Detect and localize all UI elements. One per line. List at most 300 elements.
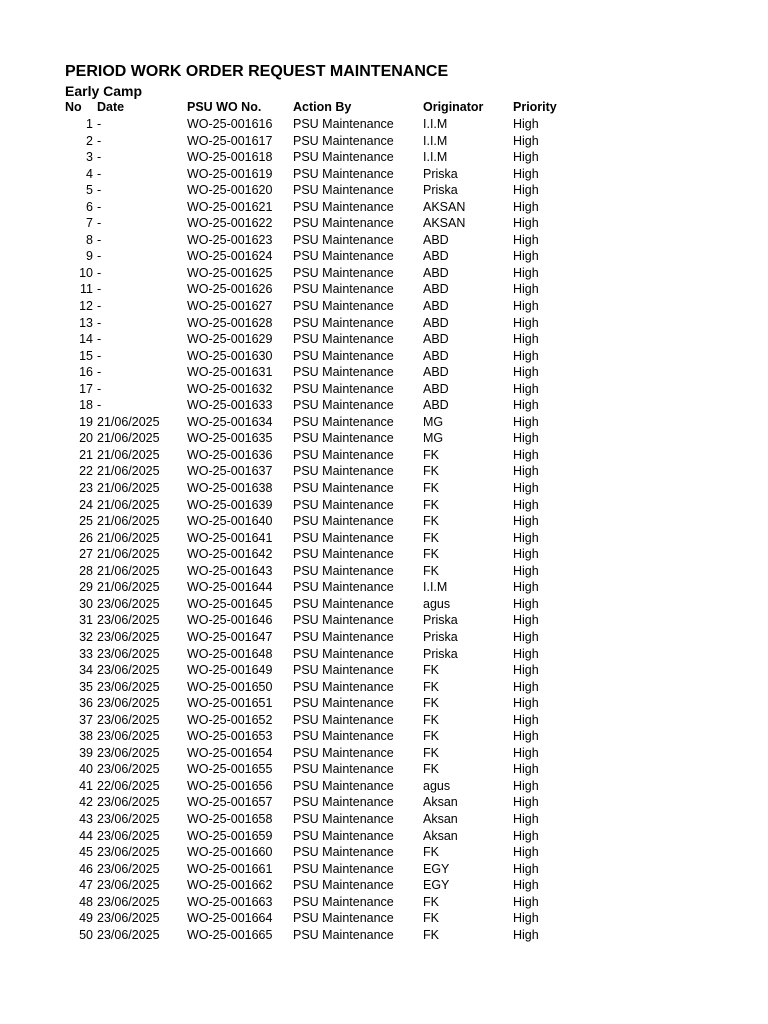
cell-priority: High bbox=[513, 663, 539, 678]
cell-action-by: PSU Maintenance bbox=[293, 183, 394, 198]
cell-priority: High bbox=[513, 894, 539, 909]
cell-date: 21/06/2025 bbox=[97, 464, 160, 479]
cell-wo-number: WO-25-001645 bbox=[187, 596, 273, 611]
cell-date: - bbox=[97, 117, 102, 131]
cell-originator: FK bbox=[423, 530, 439, 545]
cell-priority: High bbox=[513, 613, 539, 628]
cell-wo-number: WO-25-001653 bbox=[187, 729, 273, 744]
table-row bbox=[0, 397, 768, 414]
cell-priority: High bbox=[513, 183, 539, 198]
table-row bbox=[0, 894, 768, 911]
cell-action-by: PSU Maintenance bbox=[293, 265, 394, 280]
cell-date: - bbox=[97, 183, 102, 198]
cell-originator: ABD bbox=[423, 299, 449, 314]
cell-action-by: PSU Maintenance bbox=[293, 464, 394, 479]
cell-no: 43 bbox=[79, 811, 93, 826]
cell-wo-number: WO-25-001662 bbox=[187, 878, 273, 893]
cell-wo-number: WO-25-001659 bbox=[187, 828, 273, 843]
table-row bbox=[0, 910, 768, 927]
cell-wo-number: WO-25-001625 bbox=[187, 265, 273, 280]
cell-originator: Priska bbox=[423, 629, 458, 644]
cell-action-by: PSU Maintenance bbox=[293, 299, 394, 314]
table-row bbox=[0, 844, 768, 861]
cell-action-by: PSU Maintenance bbox=[293, 563, 394, 578]
cell-wo-number: WO-25-001638 bbox=[187, 481, 273, 496]
cell-originator: FK bbox=[423, 712, 439, 727]
cell-originator: Priska bbox=[423, 646, 458, 661]
cell-priority: High bbox=[513, 762, 539, 777]
cell-action-by: PSU Maintenance bbox=[293, 828, 394, 843]
table-row bbox=[0, 794, 768, 811]
cell-action-by: PSU Maintenance bbox=[293, 795, 394, 810]
cell-action-by: PSU Maintenance bbox=[293, 811, 394, 826]
cell-priority: High bbox=[513, 299, 539, 314]
cell-originator: I.I.M bbox=[423, 117, 448, 131]
cell-no: 3 bbox=[86, 150, 93, 165]
cell-action-by: PSU Maintenance bbox=[293, 232, 394, 247]
cell-originator: AKSAN bbox=[423, 199, 466, 214]
cell-date: - bbox=[97, 299, 102, 314]
cell-priority: High bbox=[513, 398, 539, 413]
cell-originator: FK bbox=[423, 845, 439, 860]
cell-no: 39 bbox=[79, 745, 93, 760]
table-row bbox=[0, 712, 768, 729]
cell-originator: FK bbox=[423, 745, 439, 760]
cell-no: 35 bbox=[79, 679, 93, 694]
cell-no: 18 bbox=[79, 398, 93, 413]
cell-originator: FK bbox=[423, 729, 439, 744]
table-row bbox=[0, 298, 768, 315]
cell-priority: High bbox=[513, 547, 539, 562]
cell-date: - bbox=[97, 199, 102, 214]
cell-date: 23/06/2025 bbox=[97, 762, 160, 777]
cell-date: 23/06/2025 bbox=[97, 927, 160, 942]
cell-originator: ABD bbox=[423, 348, 449, 363]
cell-action-by: PSU Maintenance bbox=[293, 580, 394, 595]
cell-no: 47 bbox=[79, 878, 93, 893]
cell-wo-number: WO-25-001646 bbox=[187, 613, 273, 628]
cell-priority: High bbox=[513, 117, 539, 131]
cell-date: - bbox=[97, 232, 102, 247]
cell-priority: High bbox=[513, 845, 539, 860]
cell-priority: High bbox=[513, 332, 539, 347]
cell-date: 23/06/2025 bbox=[97, 911, 160, 926]
cell-priority: High bbox=[513, 596, 539, 611]
cell-no: 11 bbox=[80, 282, 93, 297]
cell-date: 21/06/2025 bbox=[97, 547, 160, 562]
cell-wo-number: WO-25-001629 bbox=[187, 332, 273, 347]
table-row bbox=[0, 364, 768, 381]
cell-wo-number: WO-25-001631 bbox=[187, 365, 273, 380]
cell-originator: EGY bbox=[423, 861, 450, 876]
cell-wo-number: WO-25-001661 bbox=[187, 861, 273, 876]
cell-no: 4 bbox=[86, 166, 93, 181]
cell-wo-number: WO-25-001652 bbox=[187, 712, 273, 727]
table-row bbox=[0, 133, 768, 150]
cell-originator: FK bbox=[423, 894, 439, 909]
cell-originator: ABD bbox=[423, 332, 449, 347]
cell-no: 20 bbox=[79, 431, 93, 446]
cell-originator: FK bbox=[423, 547, 439, 562]
cell-no: 1 bbox=[86, 117, 93, 131]
table-row bbox=[0, 430, 768, 447]
cell-date: 23/06/2025 bbox=[97, 745, 160, 760]
cell-action-by: PSU Maintenance bbox=[293, 663, 394, 678]
cell-wo-number: WO-25-001621 bbox=[187, 199, 273, 214]
cell-wo-number: WO-25-001627 bbox=[187, 299, 273, 314]
cell-wo-number: WO-25-001630 bbox=[187, 348, 273, 363]
cell-priority: High bbox=[513, 414, 539, 429]
cell-wo-number: WO-25-001617 bbox=[187, 133, 273, 148]
cell-date: 23/06/2025 bbox=[97, 828, 160, 843]
cell-no: 5 bbox=[86, 183, 93, 198]
cell-action-by: PSU Maintenance bbox=[293, 133, 394, 148]
cell-no: 8 bbox=[86, 232, 93, 247]
cell-no: 33 bbox=[79, 646, 93, 661]
cell-priority: High bbox=[513, 778, 539, 793]
cell-priority: High bbox=[513, 530, 539, 545]
cell-action-by: PSU Maintenance bbox=[293, 547, 394, 562]
table-row bbox=[0, 695, 768, 712]
cell-date: - bbox=[97, 365, 102, 380]
cell-date: 23/06/2025 bbox=[97, 729, 160, 744]
cell-action-by: PSU Maintenance bbox=[293, 762, 394, 777]
table-row bbox=[0, 861, 768, 878]
cell-priority: High bbox=[513, 315, 539, 330]
cell-no: 30 bbox=[79, 596, 93, 611]
cell-action-by: PSU Maintenance bbox=[293, 348, 394, 363]
cell-action-by: PSU Maintenance bbox=[293, 315, 394, 330]
cell-action-by: PSU Maintenance bbox=[293, 117, 394, 131]
table-row bbox=[0, 463, 768, 480]
cell-date: - bbox=[97, 282, 102, 297]
cell-no: 28 bbox=[79, 563, 93, 578]
cell-action-by: PSU Maintenance bbox=[293, 332, 394, 347]
cell-date: - bbox=[97, 398, 102, 413]
cell-date: 23/06/2025 bbox=[97, 712, 160, 727]
table-row bbox=[0, 596, 768, 613]
cell-priority: High bbox=[513, 232, 539, 247]
cell-wo-number: WO-25-001628 bbox=[187, 315, 273, 330]
cell-priority: High bbox=[513, 729, 539, 744]
cell-priority: High bbox=[513, 166, 539, 181]
table-row bbox=[0, 265, 768, 282]
cell-originator: FK bbox=[423, 696, 439, 711]
cell-action-by: PSU Maintenance bbox=[293, 497, 394, 512]
table-header bbox=[0, 99, 768, 116]
cell-wo-number: WO-25-001650 bbox=[187, 679, 273, 694]
cell-originator: Priska bbox=[423, 166, 458, 181]
cell-date: - bbox=[97, 381, 102, 396]
cell-action-by: PSU Maintenance bbox=[293, 365, 394, 380]
cell-no: 46 bbox=[79, 861, 93, 876]
cell-date: 23/06/2025 bbox=[97, 811, 160, 826]
cell-date: - bbox=[97, 265, 102, 280]
cell-priority: High bbox=[513, 795, 539, 810]
cell-no: 26 bbox=[79, 530, 93, 545]
table-row bbox=[0, 497, 768, 514]
cell-wo-number: WO-25-001636 bbox=[187, 447, 273, 462]
cell-action-by: PSU Maintenance bbox=[293, 216, 394, 231]
cell-action-by: PSU Maintenance bbox=[293, 927, 394, 942]
cell-priority: High bbox=[513, 712, 539, 727]
cell-no: 16 bbox=[79, 365, 93, 380]
cell-priority: High bbox=[513, 348, 539, 363]
cell-action-by: PSU Maintenance bbox=[293, 646, 394, 661]
cell-wo-number: WO-25-001624 bbox=[187, 249, 273, 264]
table-row bbox=[0, 546, 768, 563]
cell-date: 23/06/2025 bbox=[97, 679, 160, 694]
cell-date: - bbox=[97, 216, 102, 231]
cell-date: 23/06/2025 bbox=[97, 596, 160, 611]
cell-priority: High bbox=[513, 878, 539, 893]
table-row bbox=[0, 199, 768, 216]
cell-no: 14 bbox=[79, 332, 93, 347]
cell-no: 13 bbox=[79, 315, 93, 330]
cell-action-by: PSU Maintenance bbox=[293, 745, 394, 760]
cell-date: - bbox=[97, 249, 102, 264]
cell-wo-number: WO-25-001619 bbox=[187, 166, 273, 181]
cell-action-by: PSU Maintenance bbox=[293, 481, 394, 496]
cell-originator: ABD bbox=[423, 232, 449, 247]
cell-no: 6 bbox=[86, 199, 93, 214]
cell-date: 23/06/2025 bbox=[97, 845, 160, 860]
cell-action-by: PSU Maintenance bbox=[293, 845, 394, 860]
cell-no: 10 bbox=[79, 265, 93, 280]
cell-no: 17 bbox=[79, 381, 93, 396]
cell-priority: High bbox=[513, 447, 539, 462]
table-row bbox=[0, 381, 768, 398]
cell-originator: ABD bbox=[423, 381, 449, 396]
cell-no: 31 bbox=[79, 613, 93, 628]
cell-no: 49 bbox=[79, 911, 93, 926]
cell-date: 23/06/2025 bbox=[97, 878, 160, 893]
table-row bbox=[0, 331, 768, 348]
cell-wo-number: WO-25-001663 bbox=[187, 894, 273, 909]
cell-no: 29 bbox=[79, 580, 93, 595]
table-row bbox=[0, 166, 768, 183]
cell-action-by: PSU Maintenance bbox=[293, 414, 394, 429]
table-row bbox=[0, 579, 768, 596]
cell-priority: High bbox=[513, 861, 539, 876]
cell-wo-number: WO-25-001618 bbox=[187, 150, 273, 165]
cell-originator: I.I.M bbox=[423, 133, 448, 148]
cell-wo-number: WO-25-001665 bbox=[187, 927, 273, 942]
table-row bbox=[0, 447, 768, 464]
table-row bbox=[0, 281, 768, 298]
cell-action-by: PSU Maintenance bbox=[293, 150, 394, 165]
cell-action-by: PSU Maintenance bbox=[293, 679, 394, 694]
cell-wo-number: WO-25-001640 bbox=[187, 514, 273, 529]
cell-priority: High bbox=[513, 828, 539, 843]
table-row bbox=[0, 679, 768, 696]
cell-date: - bbox=[97, 315, 102, 330]
cell-no: 44 bbox=[79, 828, 93, 843]
cell-wo-number: WO-25-001632 bbox=[187, 381, 273, 396]
cell-no: 9 bbox=[86, 249, 93, 264]
table-row bbox=[0, 215, 768, 232]
cell-no: 45 bbox=[79, 845, 93, 860]
cell-wo-number: WO-25-001654 bbox=[187, 745, 273, 760]
cell-action-by: PSU Maintenance bbox=[293, 861, 394, 876]
cell-priority: High bbox=[513, 679, 539, 694]
cell-no: 37 bbox=[79, 712, 93, 727]
cell-originator: FK bbox=[423, 663, 439, 678]
cell-priority: High bbox=[513, 133, 539, 148]
table-row bbox=[0, 530, 768, 547]
cell-wo-number: WO-25-001657 bbox=[187, 795, 273, 810]
cell-originator: FK bbox=[423, 563, 439, 578]
cell-date: 21/06/2025 bbox=[97, 431, 160, 446]
cell-action-by: PSU Maintenance bbox=[293, 199, 394, 214]
cell-wo-number: WO-25-001616 bbox=[187, 117, 273, 131]
cell-wo-number: WO-25-001639 bbox=[187, 497, 273, 512]
cell-priority: High bbox=[513, 381, 539, 396]
table-row bbox=[0, 662, 768, 679]
cell-action-by: PSU Maintenance bbox=[293, 381, 394, 396]
cell-no: 22 bbox=[79, 464, 93, 479]
cell-no: 24 bbox=[79, 497, 93, 512]
cell-no: 38 bbox=[79, 729, 93, 744]
cell-originator: ABD bbox=[423, 398, 449, 413]
cell-no: 7 bbox=[86, 216, 93, 231]
cell-originator: agus bbox=[423, 596, 451, 611]
cell-originator: MG bbox=[423, 431, 444, 446]
cell-originator: ABD bbox=[423, 249, 449, 264]
cell-wo-number: WO-25-001656 bbox=[187, 778, 273, 793]
cell-priority: High bbox=[513, 927, 539, 942]
table-row bbox=[0, 563, 768, 580]
cell-wo-number: WO-25-001642 bbox=[187, 547, 273, 562]
cell-priority: High bbox=[513, 265, 539, 280]
cell-action-by: PSU Maintenance bbox=[293, 894, 394, 909]
cell-action-by: PSU Maintenance bbox=[293, 911, 394, 926]
cell-action-by: PSU Maintenance bbox=[293, 166, 394, 181]
cell-wo-number: WO-25-001648 bbox=[187, 646, 273, 661]
cell-date: 23/06/2025 bbox=[97, 795, 160, 810]
cell-originator: ABD bbox=[423, 315, 449, 330]
cell-priority: High bbox=[513, 481, 539, 496]
cell-no: 15 bbox=[79, 348, 93, 363]
cell-date: - bbox=[97, 166, 102, 181]
cell-priority: High bbox=[513, 646, 539, 661]
cell-originator: FK bbox=[423, 762, 439, 777]
cell-no: 34 bbox=[79, 663, 93, 678]
cell-originator: Priska bbox=[423, 613, 458, 628]
cell-action-by: PSU Maintenance bbox=[293, 514, 394, 529]
cell-date: - bbox=[97, 332, 102, 347]
column-header-no: No bbox=[65, 100, 82, 114]
cell-action-by: PSU Maintenance bbox=[293, 431, 394, 446]
cell-originator: FK bbox=[423, 447, 439, 462]
table-row bbox=[0, 646, 768, 663]
cell-no: 32 bbox=[79, 629, 93, 644]
cell-priority: High bbox=[513, 563, 539, 578]
cell-priority: High bbox=[513, 464, 539, 479]
table-row bbox=[0, 182, 768, 199]
cell-originator: I.I.M bbox=[423, 150, 448, 165]
cell-wo-number: WO-25-001620 bbox=[187, 183, 273, 198]
cell-no: 12 bbox=[79, 299, 93, 314]
cell-wo-number: WO-25-001637 bbox=[187, 464, 273, 479]
cell-action-by: PSU Maintenance bbox=[293, 613, 394, 628]
cell-wo-number: WO-25-001641 bbox=[187, 530, 273, 545]
cell-priority: High bbox=[513, 696, 539, 711]
cell-originator: EGY bbox=[423, 878, 450, 893]
cell-action-by: PSU Maintenance bbox=[293, 729, 394, 744]
table-row bbox=[0, 728, 768, 745]
cell-wo-number: WO-25-001635 bbox=[187, 431, 273, 446]
cell-wo-number: WO-25-001658 bbox=[187, 811, 273, 826]
cell-originator: FK bbox=[423, 514, 439, 529]
cell-date: 21/06/2025 bbox=[97, 530, 160, 545]
cell-priority: High bbox=[513, 745, 539, 760]
table-row bbox=[0, 348, 768, 365]
cell-no: 23 bbox=[79, 481, 93, 496]
cell-date: 21/06/2025 bbox=[97, 563, 160, 578]
cell-no: 48 bbox=[79, 894, 93, 909]
cell-wo-number: WO-25-001643 bbox=[187, 563, 273, 578]
cell-action-by: PSU Maintenance bbox=[293, 878, 394, 893]
table-row bbox=[0, 612, 768, 629]
table-row bbox=[0, 232, 768, 249]
cell-action-by: PSU Maintenance bbox=[293, 596, 394, 611]
table-row bbox=[0, 828, 768, 845]
cell-no: 50 bbox=[79, 927, 93, 942]
cell-date: 21/06/2025 bbox=[97, 447, 160, 462]
cell-date: 21/06/2025 bbox=[97, 580, 160, 595]
cell-no: 27 bbox=[79, 547, 93, 562]
cell-originator: MG bbox=[423, 414, 444, 429]
cell-priority: High bbox=[513, 514, 539, 529]
cell-wo-number: WO-25-001651 bbox=[187, 696, 273, 711]
table-row bbox=[0, 513, 768, 530]
cell-wo-number: WO-25-001647 bbox=[187, 629, 273, 644]
cell-priority: High bbox=[513, 249, 539, 264]
cell-originator: FK bbox=[423, 464, 439, 479]
cell-wo-number: WO-25-001623 bbox=[187, 232, 273, 247]
cell-date: - bbox=[97, 150, 102, 165]
cell-no: 41 bbox=[79, 778, 93, 793]
cell-date: 22/06/2025 bbox=[97, 778, 160, 793]
cell-wo-number: WO-25-001634 bbox=[187, 414, 273, 429]
table-row bbox=[0, 315, 768, 332]
cell-priority: High bbox=[513, 431, 539, 446]
cell-wo-number: WO-25-001655 bbox=[187, 762, 273, 777]
cell-no: 2 bbox=[86, 133, 93, 148]
table-row bbox=[0, 745, 768, 762]
cell-originator: FK bbox=[423, 927, 439, 942]
cell-action-by: PSU Maintenance bbox=[293, 778, 394, 793]
cell-originator: Aksan bbox=[423, 811, 458, 826]
column-header-priority: Priority bbox=[513, 100, 557, 114]
table-row bbox=[0, 480, 768, 497]
table-row bbox=[0, 116, 768, 133]
cell-no: 36 bbox=[79, 696, 93, 711]
cell-priority: High bbox=[513, 580, 539, 595]
cell-originator: Aksan bbox=[423, 795, 458, 810]
cell-no: 19 bbox=[79, 414, 93, 429]
cell-priority: High bbox=[513, 811, 539, 826]
column-header-originator: Originator bbox=[423, 100, 484, 114]
cell-date: 23/06/2025 bbox=[97, 696, 160, 711]
cell-wo-number: WO-25-001626 bbox=[187, 282, 273, 297]
table-row bbox=[0, 811, 768, 828]
column-header-date: Date bbox=[97, 100, 125, 114]
cell-wo-number: WO-25-001644 bbox=[187, 580, 273, 595]
cell-originator: FK bbox=[423, 911, 439, 926]
cell-priority: High bbox=[513, 216, 539, 231]
